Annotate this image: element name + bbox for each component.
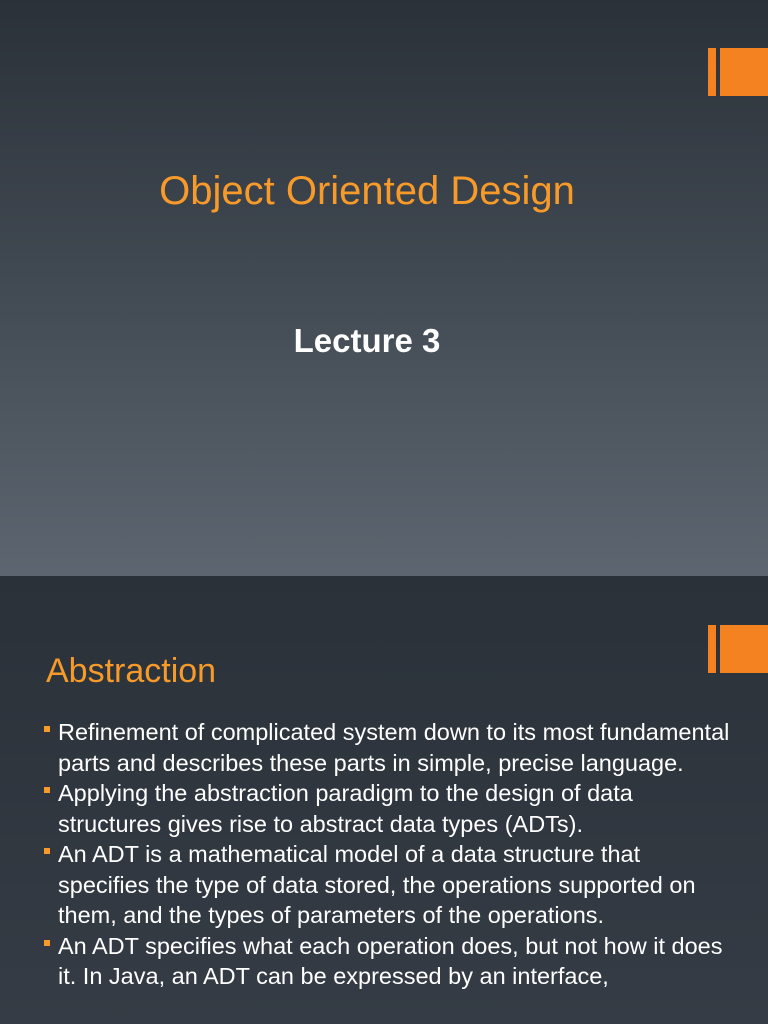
bullet-square-icon — [44, 726, 50, 732]
presentation-subtitle: Lecture 3 — [293, 322, 441, 359]
bullet-text: An ADT is a mathematical model of a data structure that specifies the type of data stored, the operations supported on them, and the types of parameters of the operations. — [58, 841, 696, 928]
bullet-square-icon — [44, 848, 50, 854]
bullet-item — [40, 778, 730, 839]
accent-bar-thick — [720, 48, 768, 96]
accent-bar-decoration — [708, 625, 768, 673]
bullet-item — [40, 839, 730, 931]
bullet-item — [40, 931, 730, 992]
bullet-square-icon — [44, 940, 50, 946]
accent-bar-thick — [720, 625, 768, 673]
slide-heading: Abstraction — [46, 652, 217, 690]
accent-bar-thin — [708, 625, 716, 673]
bullet-text: Applying the abstraction paradigm to the design of data structures gives rise to abstract data types (ADTs). — [58, 780, 633, 837]
bullet-square-icon — [44, 787, 50, 793]
accent-bar-thin — [708, 48, 716, 96]
slide-abstraction — [0, 576, 768, 1024]
bullet-text: An ADT specifies what each operation does, but not how it does it. In Java, an ADT can be expressed by an interface, — [58, 932, 723, 989]
bullet-list — [40, 717, 730, 992]
bullet-text: Refinement of complicated system down to its most fundamental parts and describes these parts in simple, precise language. — [58, 719, 730, 776]
presentation-title: Object Oriented Design — [159, 169, 575, 213]
bullet-item — [40, 717, 730, 778]
accent-bar-decoration — [708, 48, 768, 96]
